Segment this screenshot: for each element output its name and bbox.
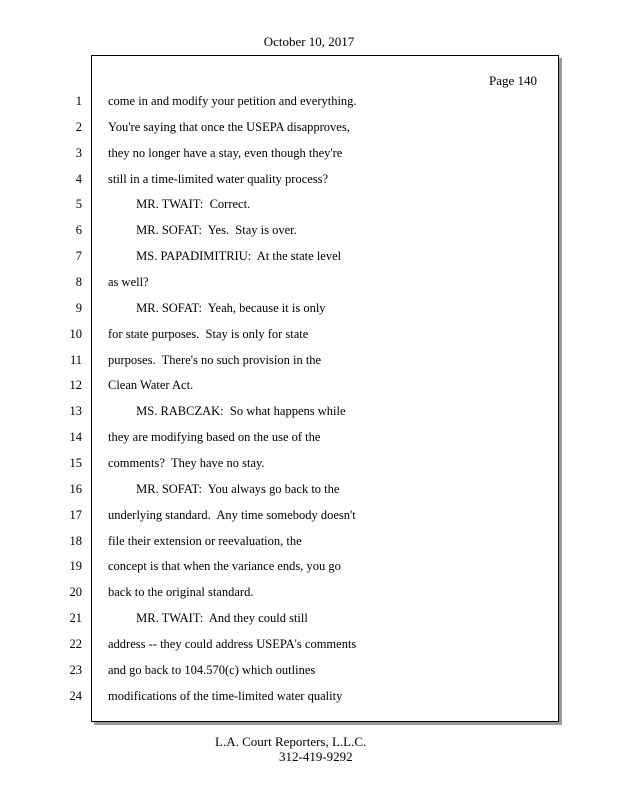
- line-number: 1: [75, 94, 82, 108]
- line-number: 20: [69, 585, 82, 600]
- line-number: 15: [69, 455, 82, 470]
- line-text: back to the original standard.: [108, 585, 254, 600]
- page-number: Page 140: [488, 73, 537, 88]
- line-text: they no longer have a stay, even though they're: [108, 145, 343, 160]
- line-number: 24: [69, 688, 82, 703]
- line-number: 6: [75, 223, 82, 238]
- line-text: MS. PAPADIMITRIU: At the state level: [108, 249, 342, 264]
- line-number: 21: [69, 611, 82, 625]
- line-number: 16: [69, 481, 82, 496]
- line-text: modifications of the time-limited water quality: [108, 688, 343, 703]
- line-text: comments? They have no stay.: [108, 455, 265, 470]
- line-number: 18: [69, 533, 82, 548]
- line-text: underlying standard. Any time somebody doesn't: [108, 507, 356, 522]
- line-text: and go back to 104.570(c) which outlines: [108, 662, 316, 677]
- footer-phone: 312-419-9292: [279, 749, 353, 764]
- line-text: file their extension or reevaluation, the: [108, 533, 302, 548]
- line-text: MR. TWAIT: And they could still: [108, 611, 308, 625]
- line-number: 8: [75, 275, 82, 289]
- line-text: MS. RABCZAK: So what happens while: [108, 404, 346, 419]
- line-number: 7: [75, 249, 82, 264]
- line-number: 22: [69, 636, 82, 651]
- line-text: address -- they could address USEPA's comments: [108, 636, 357, 651]
- line-number: 9: [75, 300, 82, 315]
- line-number: 4: [75, 171, 82, 186]
- line-text: purposes. There's no such provision in the: [108, 352, 322, 367]
- line-number: 2: [75, 119, 82, 134]
- line-text: MR. TWAIT: Correct.: [108, 197, 251, 212]
- line-number: 19: [69, 559, 82, 574]
- line-text: they are modifying based on the use of the: [108, 430, 321, 445]
- line-text: come in and modify your petition and everything.: [108, 94, 357, 108]
- line-text: Clean Water Act.: [108, 378, 194, 393]
- line-number: 13: [69, 404, 82, 419]
- line-number: 17: [69, 507, 82, 522]
- line-text: MR. SOFAT: Yes. Stay is over.: [108, 223, 297, 238]
- footer-company: L.A. Court Reporters, L.L.C.: [215, 734, 367, 749]
- header-date: October 10, 2017: [263, 34, 355, 49]
- line-number: 3: [75, 145, 82, 160]
- line-number: 12: [69, 378, 82, 393]
- line-number: 11: [69, 352, 82, 367]
- line-number: 14: [69, 430, 82, 445]
- line-text: still in a time-limited water quality process?: [108, 171, 329, 186]
- line-text: for state purposes. Stay is only for state: [108, 326, 309, 341]
- line-text: MR. SOFAT: You always go back to the: [108, 481, 340, 496]
- line-text: concept is that when the variance ends, you go: [108, 559, 341, 574]
- line-number: 23: [69, 662, 82, 677]
- line-text: MR. SOFAT: Yeah, because it is only: [108, 300, 326, 315]
- line-number: 5: [75, 197, 82, 212]
- line-text: You're saying that once the USEPA disapproves,: [108, 119, 350, 134]
- line-number: 10: [69, 326, 82, 341]
- line-text: as well?: [108, 275, 149, 289]
